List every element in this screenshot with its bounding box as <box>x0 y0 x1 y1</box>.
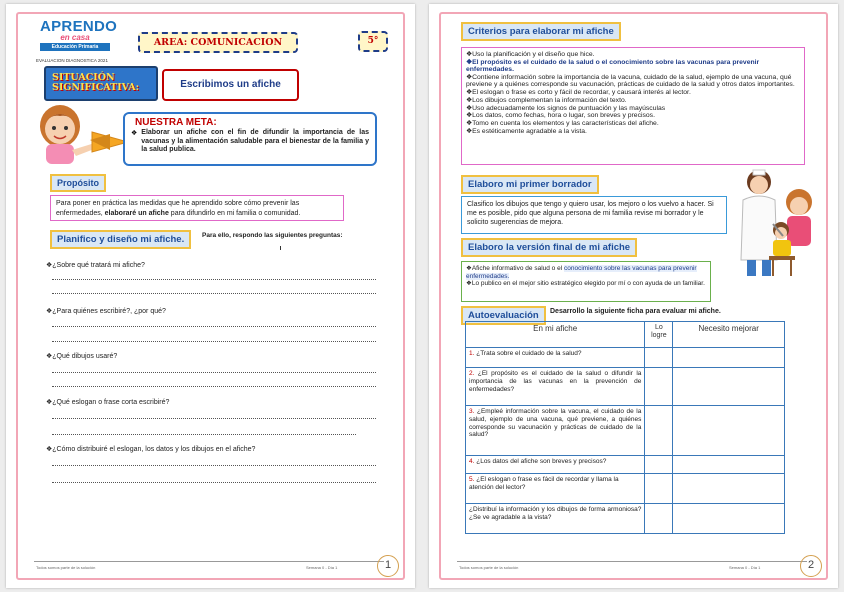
diamond-bullet-icon: ❖ <box>46 308 53 315</box>
question-5: ❖¿Cómo distribuiré el eslogan, los datos y los dibujos en el afiche? <box>46 446 256 453</box>
footer-divider <box>34 561 384 562</box>
check-cell[interactable] <box>673 474 785 504</box>
question-1: ❖¿Sobre qué tratará mi afiche? <box>46 262 145 269</box>
page-number: 2 <box>800 555 822 577</box>
final-item: ❖Afiche informativo de salud o el conocimiento sobre las vacunas para prevenir enfermedades. <box>466 265 697 280</box>
borrador-tag: Elaboro mi primer borrador <box>461 175 599 194</box>
logo-band: Educación Primaria <box>40 43 110 51</box>
meta-text: Elaborar un afiche con el fin de difundir la importancia de las vacunas y la alimentación saludable para el bienestar de la familia y la salud publica. <box>141 129 369 154</box>
proposito-tag: Propósito <box>50 174 106 192</box>
proposito-box <box>50 195 344 221</box>
page-1 <box>6 4 415 588</box>
answer-line[interactable] <box>52 279 376 280</box>
header-cell: Lo logre <box>645 322 673 348</box>
check-cell[interactable] <box>673 348 785 368</box>
answer-line[interactable] <box>52 372 376 373</box>
criterio-item: ❖Uso adecuadamente los signos de puntuación y las mayúsculas <box>466 104 666 112</box>
check-cell[interactable] <box>673 456 785 474</box>
final-box <box>461 261 711 302</box>
footer-divider <box>457 561 807 562</box>
logo-main: APRENDO <box>40 18 118 35</box>
situacion-label: SITUACIÓN SIGNIFICATIVA: <box>44 66 158 101</box>
proposito-post: para difundirlo en mi familia o comunidad. <box>168 209 301 217</box>
proposito-bold: elaboraré un afiche <box>104 209 169 217</box>
page-number: 1 <box>377 555 399 577</box>
page-2 <box>429 4 838 588</box>
auto-note: Desarrollo la siguiente ficha para evaluar mi afiche. <box>550 308 721 315</box>
aprendo-logo <box>40 18 118 51</box>
header-cell: Necesito mejorar <box>673 322 785 348</box>
footer-right: Semana 0 - Día 1 <box>306 565 338 570</box>
criterio-item: ❖Los dibujos complementan la información del texto. <box>466 96 627 104</box>
proposito-pre: Para poner en práctica las medidas que he aprendido sobre cómo prevenir las enfermedades, <box>56 200 300 217</box>
auto-tag: Autoevaluación <box>461 306 546 325</box>
answer-line[interactable] <box>52 465 376 466</box>
question-3: ❖¿Qué dibujos usaré? <box>46 353 118 360</box>
question-4: ❖¿Qué eslogan o frase corta escribiré? <box>46 399 170 406</box>
criterios-tag: Criterios para elaborar mi afiche <box>461 22 621 41</box>
criterio-item: ❖Es estéticamente agradable a la vista. <box>466 127 587 135</box>
final-item: ❖Lo publico en el mejor sitio estratégico elegido por mí o con ayuda de un familiar. <box>466 280 705 288</box>
logo-sub: en casa <box>60 33 90 42</box>
criterio-item: ❖Uso la planificación y el diseño que hice. <box>466 51 595 58</box>
footer-left: Todos somos parte de la solución <box>459 565 519 570</box>
diamond-bullet-icon: ❖ <box>46 446 53 453</box>
criterios-box <box>461 47 805 165</box>
table-row: 5. ¿El eslogan o frase es fácil de recordar y llama la atención del lector? <box>466 474 785 504</box>
answer-line[interactable] <box>52 418 376 419</box>
check-cell[interactable] <box>645 406 673 456</box>
answer-line[interactable] <box>52 482 376 483</box>
footer-left: Todos somos parte de la solución <box>36 565 96 570</box>
planifico-tag: Planifico y diseño mi afiche. <box>50 230 191 249</box>
planifico-note: Para ello, respondo las siguientes preguntas: <box>202 232 343 239</box>
criterio-item: ❖El eslogan o frase es corto y fácil de recordar, y causará interés al lector. <box>466 88 691 96</box>
criterio-item: ❖Contiene información sobre la importancia de la vacuna, cuidado de la salud, ejemplo de una vacuna, qué previene y a quiénes corresponde su vacunación, prácticas de cuidado de la salud y otros datos importantes. <box>466 73 795 89</box>
eval-label: EVALUACION DIAGNOSTICA 2021 <box>36 58 108 63</box>
check-cell[interactable] <box>645 368 673 406</box>
nurse-vaccinating-child-illustration <box>729 164 825 284</box>
table-row: 1. ¿Trata sobre el cuidado de la salud? <box>466 348 785 368</box>
meta-box <box>123 112 377 166</box>
diamond-bullet-icon: ❖ <box>131 130 138 137</box>
criterio-item: ❖Tomo en cuenta los elementos y las características del afiche. <box>466 120 659 128</box>
question-2: ❖¿Para quiénes escribiré?, ¿por qué? <box>46 308 166 315</box>
text-cursor <box>280 246 281 250</box>
final-tag: Elaboro la versión final de mi afiche <box>461 238 637 257</box>
answer-line[interactable] <box>52 386 376 387</box>
grade-box: 5° <box>358 31 388 52</box>
header-cell: En mi afiche <box>466 322 645 348</box>
answer-line[interactable] <box>52 326 376 327</box>
borrador-box: Clasifico los dibujos que tengo y quiero usar, los mejoro o los vuelvo a hacer. Si me es posible, pido que alguna persona de mi familia revise mi borrador y le solicito sugerencias de mejora. <box>461 196 727 234</box>
criterio-item: ❖El propósito es el cuidado de la salud o el conocimiento sobre las vacunas para prevenir enfermedades. <box>466 58 760 74</box>
girl-pointing-illustration <box>28 100 138 170</box>
answer-line[interactable] <box>52 341 376 342</box>
check-cell[interactable] <box>673 368 785 406</box>
table-row: ¿Distribuí la información y los dibujos de forma armoniosa? ¿Se ve agradable a la vista? <box>466 504 785 534</box>
meta-title: NUESTRA META: <box>135 117 217 128</box>
autoevaluacion-table <box>465 321 785 534</box>
check-cell[interactable] <box>645 474 673 504</box>
check-cell[interactable] <box>673 504 785 534</box>
diamond-bullet-icon: ❖ <box>46 399 53 406</box>
diamond-bullet-icon: ❖ <box>46 353 53 360</box>
diamond-bullet-icon: ❖ <box>46 262 53 269</box>
footer-right: Semana 0 - Día 1 <box>729 565 761 570</box>
table-row: 2. ¿El propósito es el cuidado de la salud o difundir la importancia de las vacunas en la prevención de enfermedades? <box>466 368 785 406</box>
answer-line[interactable] <box>52 434 356 435</box>
check-cell[interactable] <box>645 348 673 368</box>
answer-line[interactable] <box>52 293 376 294</box>
check-cell[interactable] <box>673 406 785 456</box>
area-box <box>138 32 298 53</box>
check-cell[interactable] <box>645 456 673 474</box>
area-label: AREA: COMUNICACION <box>153 37 283 48</box>
check-cell[interactable] <box>645 504 673 534</box>
table-row: 3. ¿Empleé información sobre la vacuna, el cuidado de la salud, ejemplo de una vacuna, qué previene, a quiénes corresponde su vacunación y prácticas de cuidado de la salud? <box>466 406 785 456</box>
table-header-row <box>466 322 785 348</box>
table-row: 4. ¿Los datos del afiche son breves y precisos? <box>466 456 785 474</box>
criterio-item: ❖Los datos, como fechas, hora o lugar, son breves y precisos. <box>466 112 655 120</box>
page-title: Escribimos un afiche <box>162 69 299 101</box>
